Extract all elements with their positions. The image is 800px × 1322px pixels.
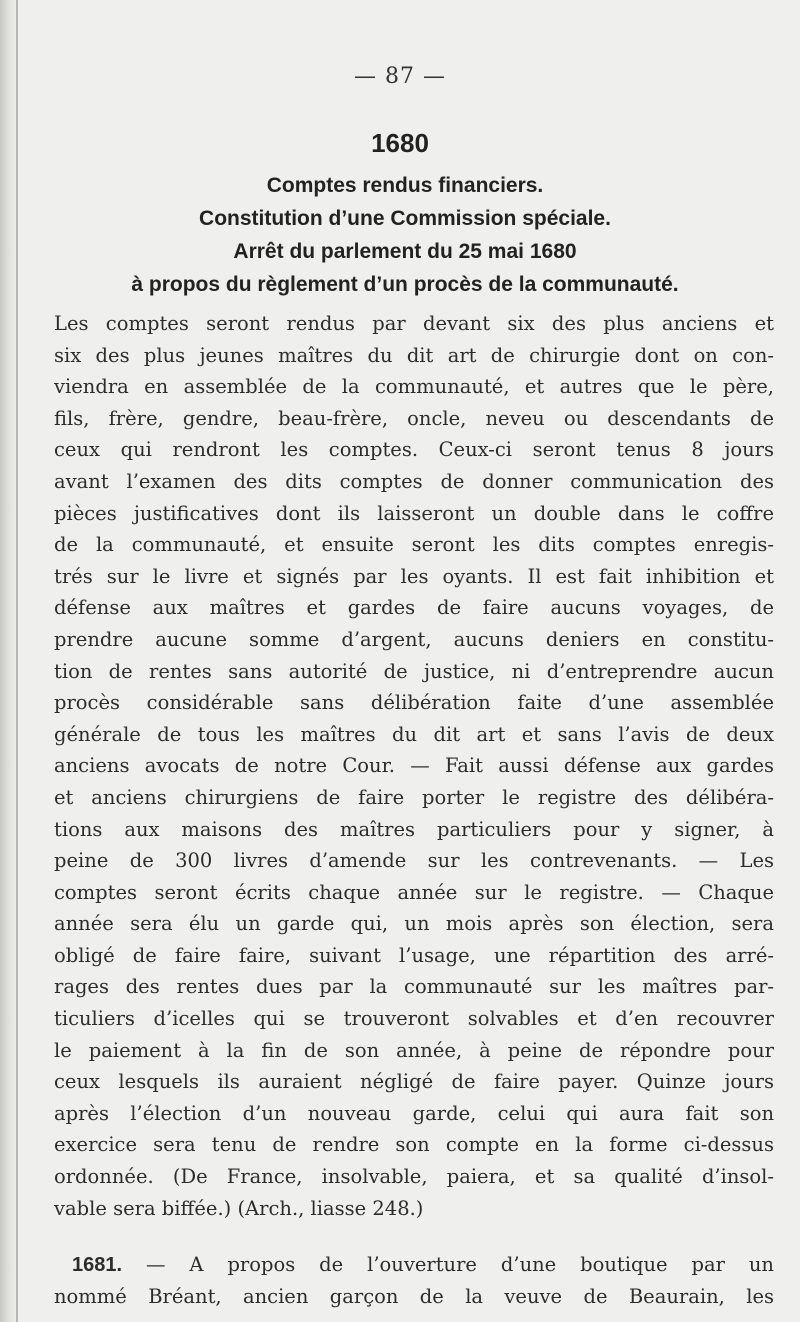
- title-line: Constitution d’une Commission spéciale.: [199, 207, 611, 230]
- body-line: exercice sera tenu de rendre son compte en la forme ci-dessus: [54, 1133, 774, 1157]
- entry-second-line: nommé Bréant, ancien garçon de la veuve de Beaurain, les: [54, 1284, 774, 1308]
- body-line: tions aux maisons des maîtres particuliers pour y signer, à: [54, 817, 774, 841]
- title-line: à propos du règlement d’un procès de la communauté.: [131, 273, 679, 296]
- body-line: peine de 300 livres d’amende sur les contrevenants. — Les: [54, 849, 774, 873]
- body-line: procès considérable sans délibération faite d’une assemblée: [54, 691, 774, 715]
- body-line: défense aux maîtres et gardes de faire aucuns voyages, de: [54, 596, 774, 620]
- body-line: année sera élu un garde qui, un mois après son élection, sera: [54, 912, 774, 936]
- page-number: — 87 —: [354, 64, 446, 89]
- title-line: Arrêt du parlement du 25 mai 1680: [233, 240, 577, 263]
- entry-first-line: [54, 1249, 774, 1281]
- body-line: ceux qui rendront les comptes. Ceux-ci seront tenus 8 jours: [54, 438, 774, 462]
- body-line: anciens avocats de notre Cour. — Fait aussi défense aux gardes: [54, 754, 774, 778]
- entry-1681: [54, 1249, 774, 1312]
- entry-first-line-text: — A propos de l’ouverture d’une boutique par un: [146, 1253, 774, 1276]
- body-line: et anciens chirurgiens de faire porter le registre des délibéra-: [54, 785, 774, 809]
- body-paragraph: [54, 308, 774, 1224]
- body-line: tion de rentes sans autorité de justice, ni d’entreprendre aucun: [54, 659, 774, 683]
- year-heading: 1680: [371, 128, 429, 158]
- body-line: ceux lesquels ils auraient négligé de faire payer. Quinze jours: [54, 1070, 774, 1094]
- body-line: prendre aucune somme d’argent, aucuns deniers en constitu-: [54, 627, 774, 651]
- body-line: obligé de faire faire, suivant l’usage, une répartition des arré-: [54, 943, 774, 967]
- body-line: trés sur le livre et signés par les oyants. Il est fait inhibition et: [54, 564, 774, 588]
- body-line: ticuliers d’icelles qui se trouveront solvables et d’en recouvrer: [54, 1007, 774, 1031]
- body-line: vable sera biffée.) (Arch., liasse 248.): [54, 1196, 424, 1220]
- body-line: comptes seront écrits chaque année sur le registre. — Chaque: [54, 880, 774, 904]
- body-line: ordonnée. (De France, insolvable, paiera, et sa qualité d’insol-: [54, 1165, 774, 1189]
- body-line: Les comptes seront rendus par devant six des plus anciens et: [54, 312, 774, 335]
- body-line: de la communauté, et ensuite seront les dits comptes enregis-: [54, 533, 774, 557]
- title-line: Comptes rendus financiers.: [266, 174, 544, 197]
- body-line: rages des rentes dues par la communauté sur les maîtres par-: [54, 975, 774, 999]
- body-line: viendra en assemblée de la communauté, et autres que le père,: [54, 375, 774, 399]
- body-line: avant l’examen des dits comptes de donner communication des: [54, 469, 774, 493]
- body-line: après l’élection d’un nouveau garde, celui qui aura fait son: [54, 1101, 774, 1125]
- body-line: générale de tous les maîtres du dit art et sans l’avis de deux: [54, 722, 774, 746]
- body-line: pièces justificatives dont ils laisseront un double dans le coffre: [54, 501, 774, 525]
- body-line: fils, frère, gendre, beau-frère, oncle, neveu ou descendants de: [54, 406, 774, 430]
- body-line: le paiement à la fin de son année, à peine de répondre pour: [54, 1038, 774, 1062]
- entry-year: 1681.: [72, 1254, 123, 1276]
- section-title: [55, 169, 755, 301]
- body-line: six des plus jeunes maîtres du dit art de chirurgie dont on con-: [54, 343, 774, 367]
- page-binding-line: [16, 0, 18, 1322]
